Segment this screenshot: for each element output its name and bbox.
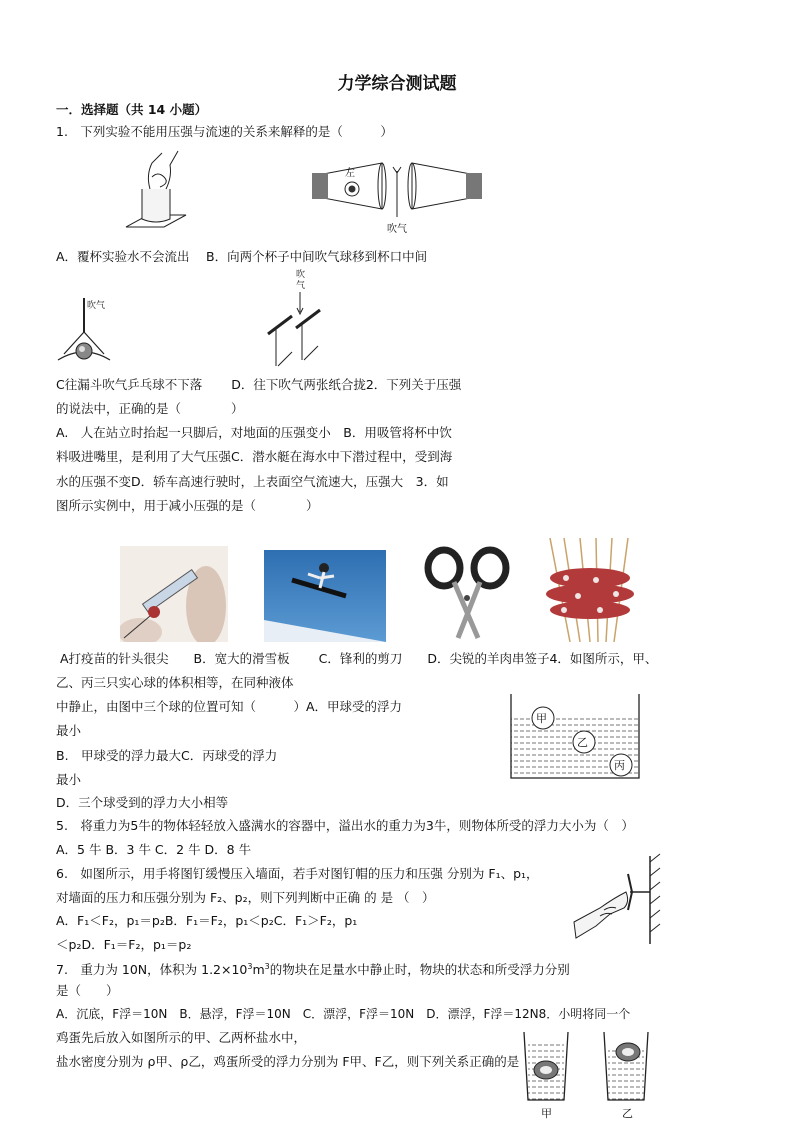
q4-line3: 最小 [56, 723, 82, 738]
q2-line5: 图所示实例中，用于减小压强的是（ ） [56, 498, 319, 513]
fig-cup-jia [520, 1030, 572, 1102]
q5-options: A．5 牛 B．3 牛 C．2 牛 D．8 牛 [56, 842, 252, 857]
ball-jia-label: 甲 [536, 712, 547, 725]
q8-line2: 盐水密度分别为 ρ甲、ρ乙，鸡蛋所受的浮力分别为 F甲、F乙，则下列关系正确的是 [56, 1054, 520, 1069]
fig-blow-label: 吹气 [387, 224, 407, 235]
fig-c-label: 吹气 [87, 301, 106, 311]
q7-options: A．沉底，F浮＝10N B．悬浮，F浮＝10N C．漂浮，F浮＝10N D．漂浮，F浮＝12N8．小明将同一个 [56, 1007, 631, 1021]
q4-line1: 乙、丙三只实心球的体积相等，在同种液体 [56, 675, 294, 690]
q2-line1: 的说法中，正确的是（ ） [56, 401, 244, 416]
q5-stem: 5. 将重力为5牛的物体轻轻放入盛满水的容器中，溢出水的重力为3牛，则物体所受的浮力大小为（ ） [56, 818, 634, 833]
photo-lamb-skewers [540, 538, 640, 642]
q6-line2: 对墙面的压力和压强分别为 F₂、p₂，则下列判断中正确 的 是 （ ） [56, 890, 435, 905]
fig-cup-card [122, 147, 190, 235]
ball-bing-label: 丙 [614, 759, 625, 772]
q1-line-c: C往漏斗吹气乒乓球不下落 D．往下吹气两张纸合拢2．下列关于压强 [56, 377, 462, 392]
fig-d-label: 吹气 [296, 270, 306, 291]
cup-yi-label: 乙 [622, 1107, 633, 1120]
ball-yi-label: 乙 [577, 736, 588, 749]
fig-thumbtack-wall [570, 852, 670, 948]
q8-line1: 鸡蛋先后放入如图所示的甲、乙两杯盐水中， [56, 1030, 307, 1045]
q7-line1: 7. 重力为 10N，体积为 $1.2\times 10^3m^3$的物块在足量水中静止时，物块的状态和所受浮力分别 [56, 962, 570, 978]
photo-scissors [420, 546, 516, 642]
q1-stem: 1. 下列实验不能用压强与流速的关系来解释的是（ ） [56, 124, 393, 139]
q3-options: A打疫苗的针头很尖 B．宽大的滑雪板 C．锋利的剪刀 D．尖锐的羊肉串签子4．如图所示，甲、 [60, 651, 658, 666]
q2-line2: A. 人在站立时抬起一只脚后，对地面的压强变小 B．用吸管将杯中饮 [56, 425, 452, 440]
q2-line4: 水的压强不变D．轿车高速行驶时，上表面空气流速大，压强大 3．如 [56, 474, 449, 489]
q1-options-ab: A．覆杯实验水不会流出 B．向两个杯子中间吹气球移到杯口中间 [56, 249, 428, 264]
section-heading: 一．选择题（共 14 小题） [56, 102, 208, 117]
q4-line6: D．三个球受到的浮力大小相等 [56, 795, 229, 810]
fig-cup-yi [600, 1030, 652, 1102]
q4-line5: 最小 [56, 772, 82, 787]
q7-line2: 是（ ） [56, 983, 119, 998]
cup-jia-label: 甲 [541, 1107, 552, 1120]
page-title: 力学综合测试题 [337, 74, 457, 94]
q4-line4: B. 甲球受的浮力最大C．丙球受的浮力 [56, 748, 278, 763]
q6-line1: 6. 如图所示，用手将图钉缓慢压入墙面，若手对图钉帽的压力和压强 分别为 F₁、p₁， [56, 866, 539, 881]
photo-vaccine-needle [120, 546, 228, 642]
photo-snowboard [264, 550, 386, 642]
q2-line3: 料吸进嘴里，是利用了大气压强C．潜水艇在海水中下潜过程中，受到海 [56, 449, 453, 464]
fig-left-label: 左 [345, 168, 355, 179]
q6-line3: A．F₁＜F₂，p₁＝p₂B．F₁＝F₂，p₁＜p₂C．F₁＞F₂，p₁ [56, 913, 358, 928]
q6-line4: ＜p₂D．F₁＝F₂，p₁＝p₂ [56, 937, 192, 952]
q4-line2: 中静止，由图中三个球的位置可知（ ）A．甲球受的浮力 [56, 699, 403, 714]
fig-two-papers [262, 282, 336, 370]
